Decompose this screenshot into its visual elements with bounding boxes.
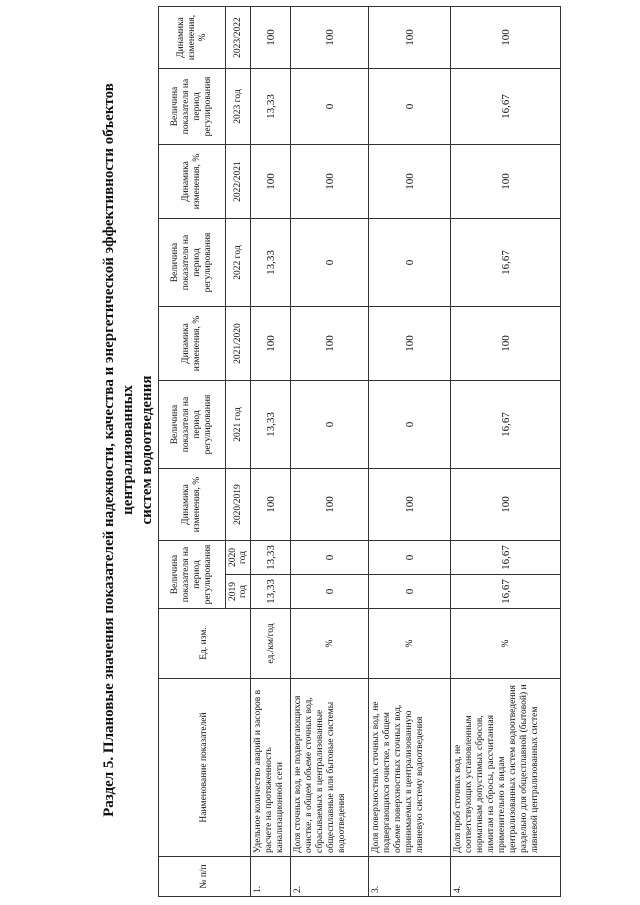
header-dynamics-2021: Динамика изменения, % <box>159 307 226 381</box>
cell-2022: 16,67 <box>451 219 561 307</box>
cell-2019: 13,33 <box>251 575 291 609</box>
header-value-2021: Величина показателя на период регулирования <box>159 381 226 469</box>
cell-2023: 0 <box>369 69 451 145</box>
cell-2020: 16,67 <box>451 541 561 575</box>
cell-d2022: 100 <box>291 145 369 219</box>
table-row <box>291 7 369 897</box>
row-name: Доля поверхностных сточных вод, не подвергающихся очистке, в общем объеме поверхностных сточных вод, принимаемых в централизованную ливневую систему водоотведения <box>369 679 451 857</box>
row-index: 3. <box>369 857 451 897</box>
cell-d2020: 100 <box>451 469 561 541</box>
period-2023-2022: 2023/2022 <box>226 7 251 69</box>
cell-d2022: 100 <box>369 145 451 219</box>
cell-d2021: 100 <box>291 307 369 381</box>
cell-2023: 0 <box>291 69 369 145</box>
row-unit: % <box>369 609 451 679</box>
period-2021-2020: 2021/2020 <box>226 307 251 381</box>
cell-2021: 0 <box>291 381 369 469</box>
header-dynamics-2023: Динамика изменения, % <box>159 7 226 69</box>
year-2023: 2023 год <box>226 69 251 145</box>
cell-2020: 0 <box>291 541 369 575</box>
table-header-row <box>159 7 226 897</box>
cell-2021: 16,67 <box>451 381 561 469</box>
cell-2022: 0 <box>369 219 451 307</box>
row-name: Удельное количество аварий и засоров в расчете на протяженность канализационной сети <box>251 679 291 857</box>
cell-2019: 16,67 <box>451 575 561 609</box>
period-2020-2019: 2020/2019 <box>226 469 251 541</box>
header-value-2023: Величина показателя на период регулирования <box>159 69 226 145</box>
year-2021: 2021 год <box>226 381 251 469</box>
cell-d2021: 100 <box>451 307 561 381</box>
row-index: 4. <box>451 857 561 897</box>
row-name: Доля проб сточных вод, не соответствующих установленным нормативам допустимых сбросов, лимитам на сбросы, рассчитанная применительно к видам централизованных систем водоотведения раздельно для общесплавной (бытовой) и ливневой централизованных систем <box>451 679 561 857</box>
cell-2019: 0 <box>369 575 451 609</box>
year-2019: 2019 год <box>226 575 251 609</box>
cell-2020: 0 <box>369 541 451 575</box>
cell-2019: 0 <box>291 575 369 609</box>
row-unit: % <box>451 609 561 679</box>
cell-d2023: 100 <box>251 7 291 69</box>
cell-2021: 13,33 <box>251 381 291 469</box>
section-title <box>100 35 157 865</box>
header-name: Наименование показателей <box>159 679 251 857</box>
period-2022-2021: 2022/2021 <box>226 145 251 219</box>
table-row <box>451 7 561 897</box>
cell-d2023: 100 <box>369 7 451 69</box>
cell-d2020: 100 <box>369 469 451 541</box>
header-dynamics-2022: Динамика изменения, % <box>159 145 226 219</box>
header-unit: Ед. изм. <box>159 609 251 679</box>
row-index: 1. <box>251 857 291 897</box>
table-row <box>369 7 451 897</box>
cell-d2022: 100 <box>451 145 561 219</box>
row-index: 2. <box>291 857 369 897</box>
year-2020: 2020 год <box>226 541 251 575</box>
cell-2020: 13,33 <box>251 541 291 575</box>
cell-2023: 16,67 <box>451 69 561 145</box>
cell-2021: 0 <box>369 381 451 469</box>
cell-d2020: 100 <box>251 469 291 541</box>
cell-d2020: 100 <box>291 469 369 541</box>
header-value-2022: Величина показателя на период регулирования <box>159 219 226 307</box>
row-name: Доля сточных вод, не подвергающихся очистке, в общем объеме сточных вод, сбрасываемых в централизованные общесплавные или бытовые системы водоотведения <box>291 679 369 857</box>
cell-2022: 13,33 <box>251 219 291 307</box>
indicators-table <box>158 6 561 897</box>
header-value-2019-2020: Величина показателя на период регулирования <box>159 541 226 609</box>
cell-2022: 0 <box>291 219 369 307</box>
year-2022: 2022 год <box>226 219 251 307</box>
cell-d2021: 100 <box>369 307 451 381</box>
row-unit: ед./км/год <box>251 609 291 679</box>
cell-2023: 13,33 <box>251 69 291 145</box>
cell-d2021: 100 <box>251 307 291 381</box>
cell-d2022: 100 <box>251 145 291 219</box>
row-unit: % <box>291 609 369 679</box>
header-dynamics-2020: Динамика изменения, % <box>159 469 226 541</box>
cell-d2023: 100 <box>291 7 369 69</box>
section-title-line2: систем водоотведения <box>139 375 155 525</box>
table-row <box>251 7 291 897</box>
cell-d2023: 100 <box>451 7 561 69</box>
section-title-line1: Раздел 5. Плановые значения показателей надежности, качества и энергетической эффективности объектов централизованных <box>101 83 136 817</box>
header-num: № п/п <box>159 857 251 897</box>
